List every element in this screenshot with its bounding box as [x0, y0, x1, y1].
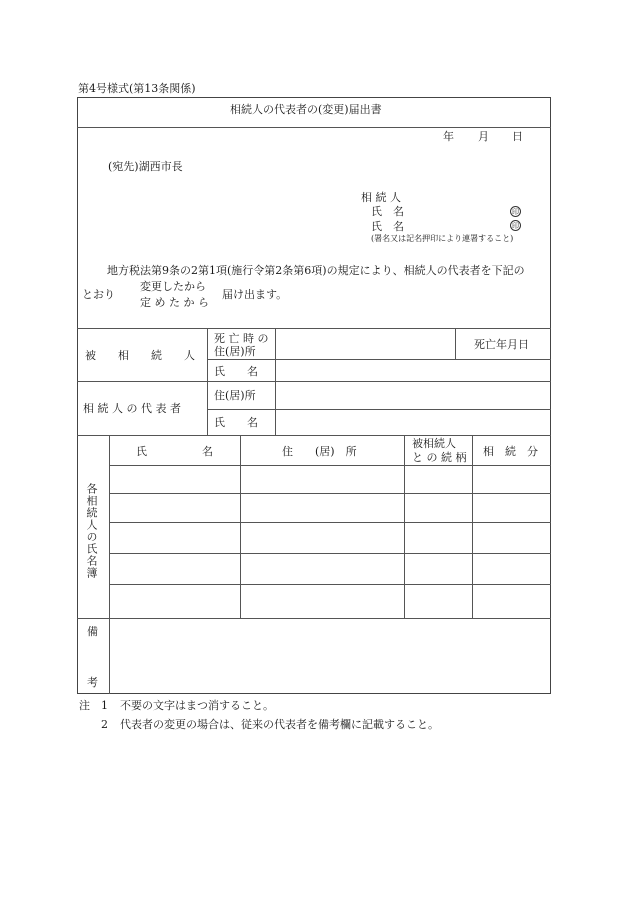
vline-death-date	[455, 328, 456, 359]
divider-heirs-top	[77, 435, 551, 436]
representative-name-label: 氏 名	[214, 416, 258, 429]
note-1-number: 1	[101, 699, 108, 712]
divider-representative-top	[77, 381, 551, 382]
note-2-number: 2	[101, 718, 108, 731]
body-option-2: 定 め た か ら	[140, 296, 209, 309]
title-divider	[77, 127, 551, 128]
heirs-col-relation-1: 被相続人	[412, 437, 456, 450]
representative-address-label: 住(居)所	[214, 389, 256, 402]
vline-heirs-label	[109, 435, 110, 694]
body-tori: とおり	[82, 288, 115, 301]
deceased-address-label-1: 死 亡 時 の	[214, 332, 269, 345]
form-title: 相続人の代表者の(変更)届出書	[230, 103, 382, 116]
heirs-col-address: 住 (居) 所	[282, 445, 357, 458]
deceased-address-label-2: 住(居)所	[214, 345, 256, 358]
divider-deceased-top	[77, 328, 551, 329]
vline-heirs-name	[240, 435, 241, 618]
divider-deceased-mid	[207, 359, 551, 360]
date-month: 月	[478, 130, 489, 143]
body-suffix: 届け出ます。	[222, 288, 288, 301]
heirs-col-relation-2: と の 続 柄	[412, 451, 467, 464]
seal-mark-2: 印	[512, 222, 519, 230]
divider-remarks-top	[77, 618, 551, 619]
heirs-row-divider-4	[109, 584, 551, 585]
addressee: (宛先)湖西市長	[108, 160, 183, 173]
body-option-1: 変更したから	[140, 280, 206, 293]
heirs-col-share: 相 続 分	[483, 445, 538, 458]
date-year: 年	[443, 130, 454, 143]
heir-name-label-2: 氏 名	[371, 220, 404, 233]
death-date-label: 死亡年月日	[474, 338, 529, 351]
divider-representative-mid	[207, 409, 551, 410]
remarks-label-top: 備	[87, 625, 98, 638]
heirs-col-name: 氏 名	[136, 445, 213, 458]
form-frame	[77, 97, 551, 694]
heirs-header-divider	[109, 465, 551, 466]
seal-mark-1: 印	[512, 208, 519, 216]
deceased-name-label: 氏 名	[214, 365, 258, 378]
date-day: 日	[512, 130, 523, 143]
heirs-list-label: 各相続人の氏名簿	[85, 483, 98, 579]
note-1-text: 不要の文字はまつ消すること。	[120, 699, 274, 712]
heir-label: 相 続 人	[361, 191, 401, 204]
heirs-row-divider-2	[109, 522, 551, 523]
vline-heirs-relation	[472, 435, 473, 618]
signature-note: (署名又は記名押印により連署すること)	[371, 234, 514, 243]
deceased-label: 被 相 続 人	[85, 349, 195, 362]
notes-prefix: 注	[79, 699, 90, 712]
note-2-text: 代表者の変更の場合は、従来の代表者を備考欄に記載すること。	[120, 718, 439, 731]
vline-heirs-address	[404, 435, 405, 618]
form-number: 第4号様式(第13条関係)	[78, 82, 196, 95]
representative-label: 相 続 人 の 代 表 者	[83, 402, 181, 415]
heirs-row-divider-1	[109, 493, 551, 494]
remarks-label-bottom: 考	[87, 676, 98, 689]
heirs-row-divider-3	[109, 553, 551, 554]
body-line-1: 地方税法第9条の2第1項(施行令第2条第6項)の規定により、相続人の代表者を下記の	[107, 264, 525, 277]
heir-name-label-1: 氏 名	[371, 205, 404, 218]
